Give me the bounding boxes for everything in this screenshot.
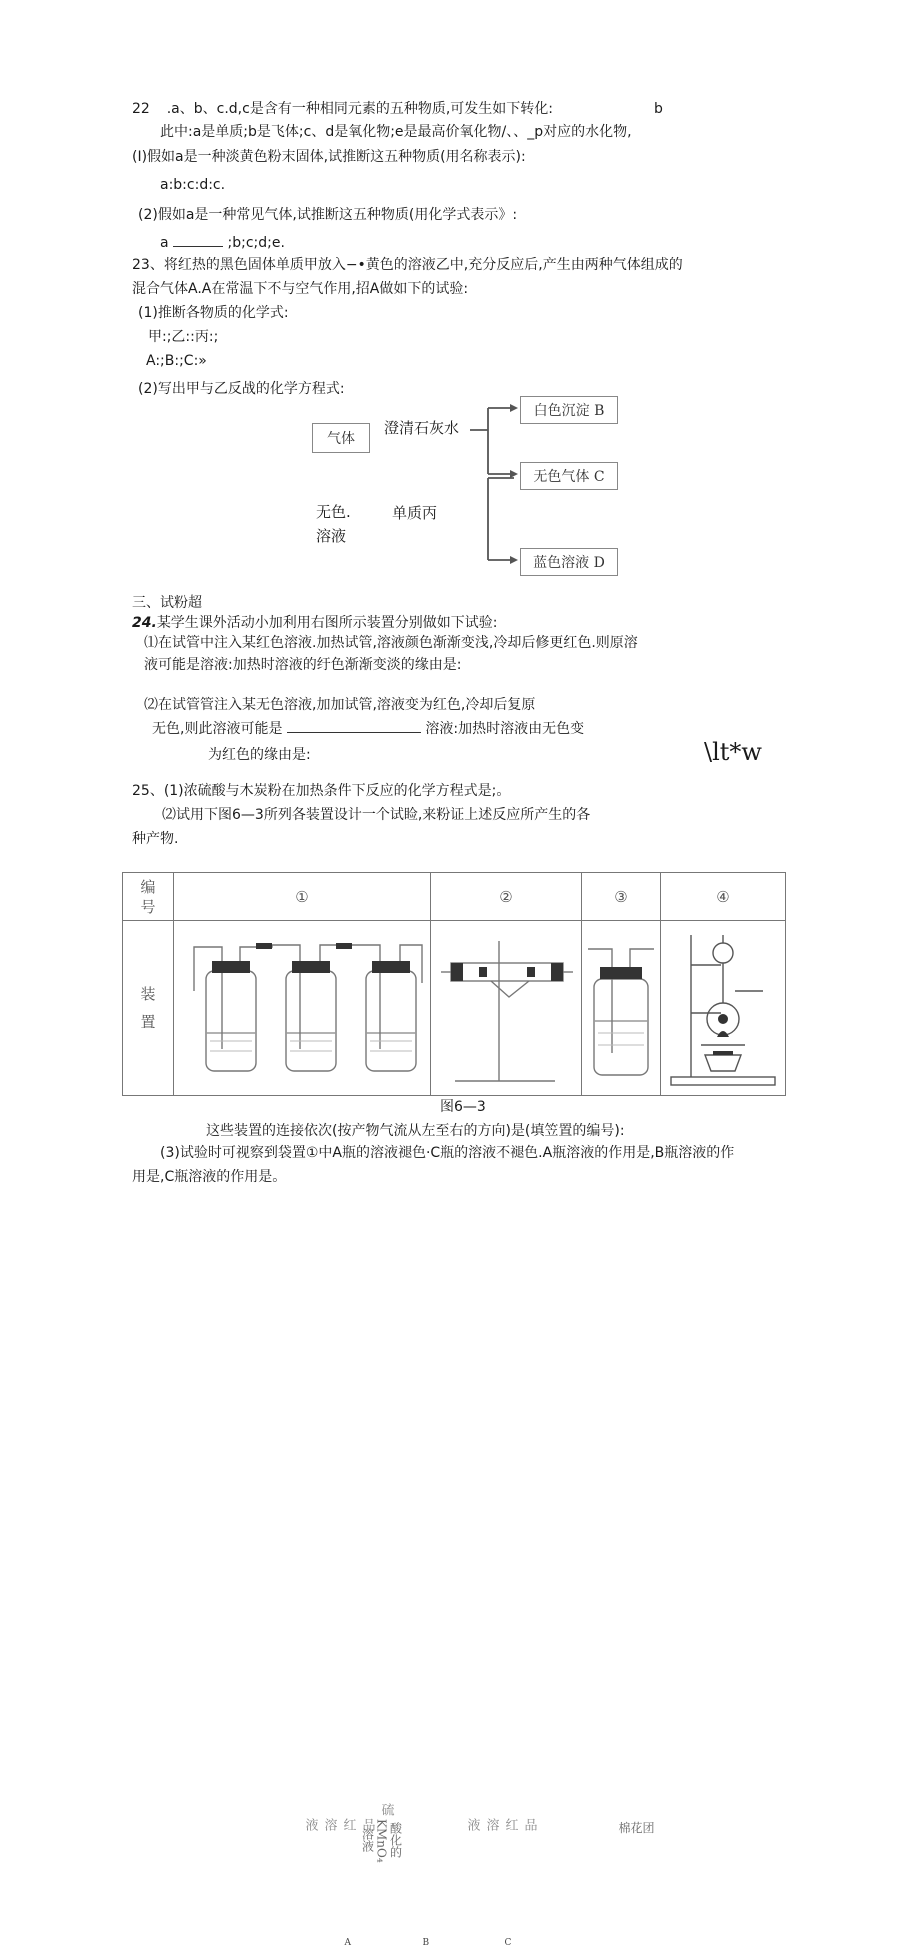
bottle-c-letter: C: [504, 1937, 512, 1948]
q24-line1: [132, 614, 498, 632]
q22-part1-answer: a:b:c:d:c.: [160, 177, 226, 193]
q23-line2: 混合气体A.A在常温下不与空气作用,招A做如下的试验:: [132, 281, 469, 297]
q24-part2-text-b: 溶液:加热时溶液由无色变: [425, 721, 585, 737]
q22-b-label: b: [654, 101, 663, 117]
q24-part1-cont: 液可能是溶液:加热时溶液的纡色渐渐变淡的缘由是:: [144, 657, 462, 673]
q24-part2-cont: [152, 718, 584, 738]
q25-part2: ⑵试用下图6—3所列各装置设计一个试睑,来粉证上述反应所产生的各: [162, 807, 591, 823]
colorless-gas-box: 无色气体 C: [520, 462, 618, 490]
header-device-2: 置: [140, 1013, 156, 1031]
header-device-1: 装: [140, 985, 156, 1003]
element-label: 单质丙: [392, 504, 438, 522]
blue-solution-box: 蓝色溶液 D: [520, 548, 618, 576]
limewater-label: 澄清石灰水: [384, 419, 460, 437]
colorless-label-1: 无色.: [316, 503, 351, 521]
q24-part2-text-a: 无色,则此溶液可能是: [152, 721, 283, 737]
bottle-c-label: 品红溶液: [464, 1817, 537, 1831]
header-number: [123, 873, 174, 921]
q24-line1-text: 某学生课外活动小加利用右图所示装置分别做如下试验:: [156, 615, 498, 631]
figure-caption: 图6—3: [440, 1099, 486, 1115]
tube-stand-apparatus: [431, 921, 581, 1091]
q23-answer-1: 甲:;乙::丙:;: [148, 329, 219, 345]
q22-number: 22: [132, 101, 150, 117]
q23-part2: (2)写出甲与乙反战的化学方程式:: [138, 381, 345, 397]
q25-part2-cont: 种产物.: [132, 831, 179, 847]
q24-number: 24.: [132, 615, 157, 631]
q24-part1: ⑴在试管中注入某红色溶液.加热试管,溶液颜色渐渐变浅,冷却后修更红色.则原溶: [144, 635, 638, 651]
col-4-header: ④: [661, 873, 786, 921]
header-device: [123, 921, 174, 1096]
cotton-label: 棉花团: [618, 1820, 655, 1835]
q22-answer-rest: ;b;c;d;e.: [227, 235, 285, 251]
colorless-label-2: 溶液: [316, 527, 347, 545]
q24-part2: ⑵在试管管注入某无色溶液,加加试管,溶液变为红色,冷却后复原: [144, 697, 536, 713]
header-number-2: 号: [140, 897, 156, 916]
q22-line2: 此中:a是单质;b是飞体;c、d是氧化物;e是最高价氧化物/、、_p对应的水化物,: [160, 124, 632, 140]
q22-a-label: a: [160, 235, 169, 251]
answer-blank[interactable]: [287, 718, 421, 733]
handwritten-mark: \lt*w: [704, 738, 762, 766]
q23-line1: 23、将红热的黑色固体单质甲放入−•黄色的溶液乙中,充分反应后,产生由两种气体组成的: [132, 257, 683, 273]
gas-generator-apparatus: [661, 921, 785, 1091]
bottle-b-label: 酸化的KMnO₄溶液: [360, 1818, 403, 1863]
bottle-b-label-1: 硫: [378, 1802, 394, 1816]
q23-answer-2: A:;B:;C:»: [146, 353, 207, 369]
col-3-header: ③: [582, 873, 661, 921]
single-bottle-apparatus: [582, 921, 660, 1091]
header-number-1: 编: [140, 877, 156, 896]
three-bottles-apparatus: [174, 921, 430, 1091]
q25-connection-order: 这些装置的连接依次(按产物气流从左至右的方向)是(填笠置的编号):: [206, 1123, 625, 1139]
bottle-a-letter: A: [344, 1937, 351, 1948]
device-3-cell: [582, 921, 661, 1096]
q25-line1: 25、(1)浓硫酸与木炭粉在加热条件下反应的化学方程式是;。: [132, 783, 511, 799]
q23-part1: (1)推断各物质的化学式:: [138, 305, 289, 321]
q24-part2-reason: 为红色的缘由是:: [208, 747, 311, 763]
white-precipitate-box: 白色沉淀 B: [520, 396, 618, 424]
col-2-header: ②: [431, 873, 582, 921]
q22-line1-text: .a、b、c.d,c是含有一种相同元素的五种物质,可发生如下转化:: [166, 101, 553, 117]
gas-box: 气体: [312, 423, 370, 453]
bottle-a-label: 品红溶液: [302, 1817, 375, 1831]
section-3-heading: 三、试粉超: [132, 595, 202, 611]
device-4-cell: [661, 921, 786, 1096]
bottle-b-letter: B: [422, 1937, 430, 1948]
q25-part3: (3)试验时可视察到袋置①中A瓶的溶液褪色·C瓶的溶液不褪色.A瓶溶液的作用是,B瓶溶液的作: [160, 1145, 735, 1161]
col-1-header: ①: [174, 873, 431, 921]
q22-part2: (2)假如a是一种常见气体,试推断这五种物质(用化学式表示》:: [138, 207, 518, 223]
q25-part3-cont: 用是,C瓶溶液的作用是。: [132, 1169, 287, 1185]
q22-part1: (I)假如a是一种淡黄色粉末固体,试推断这五种物质(用名称表示):: [132, 149, 526, 165]
